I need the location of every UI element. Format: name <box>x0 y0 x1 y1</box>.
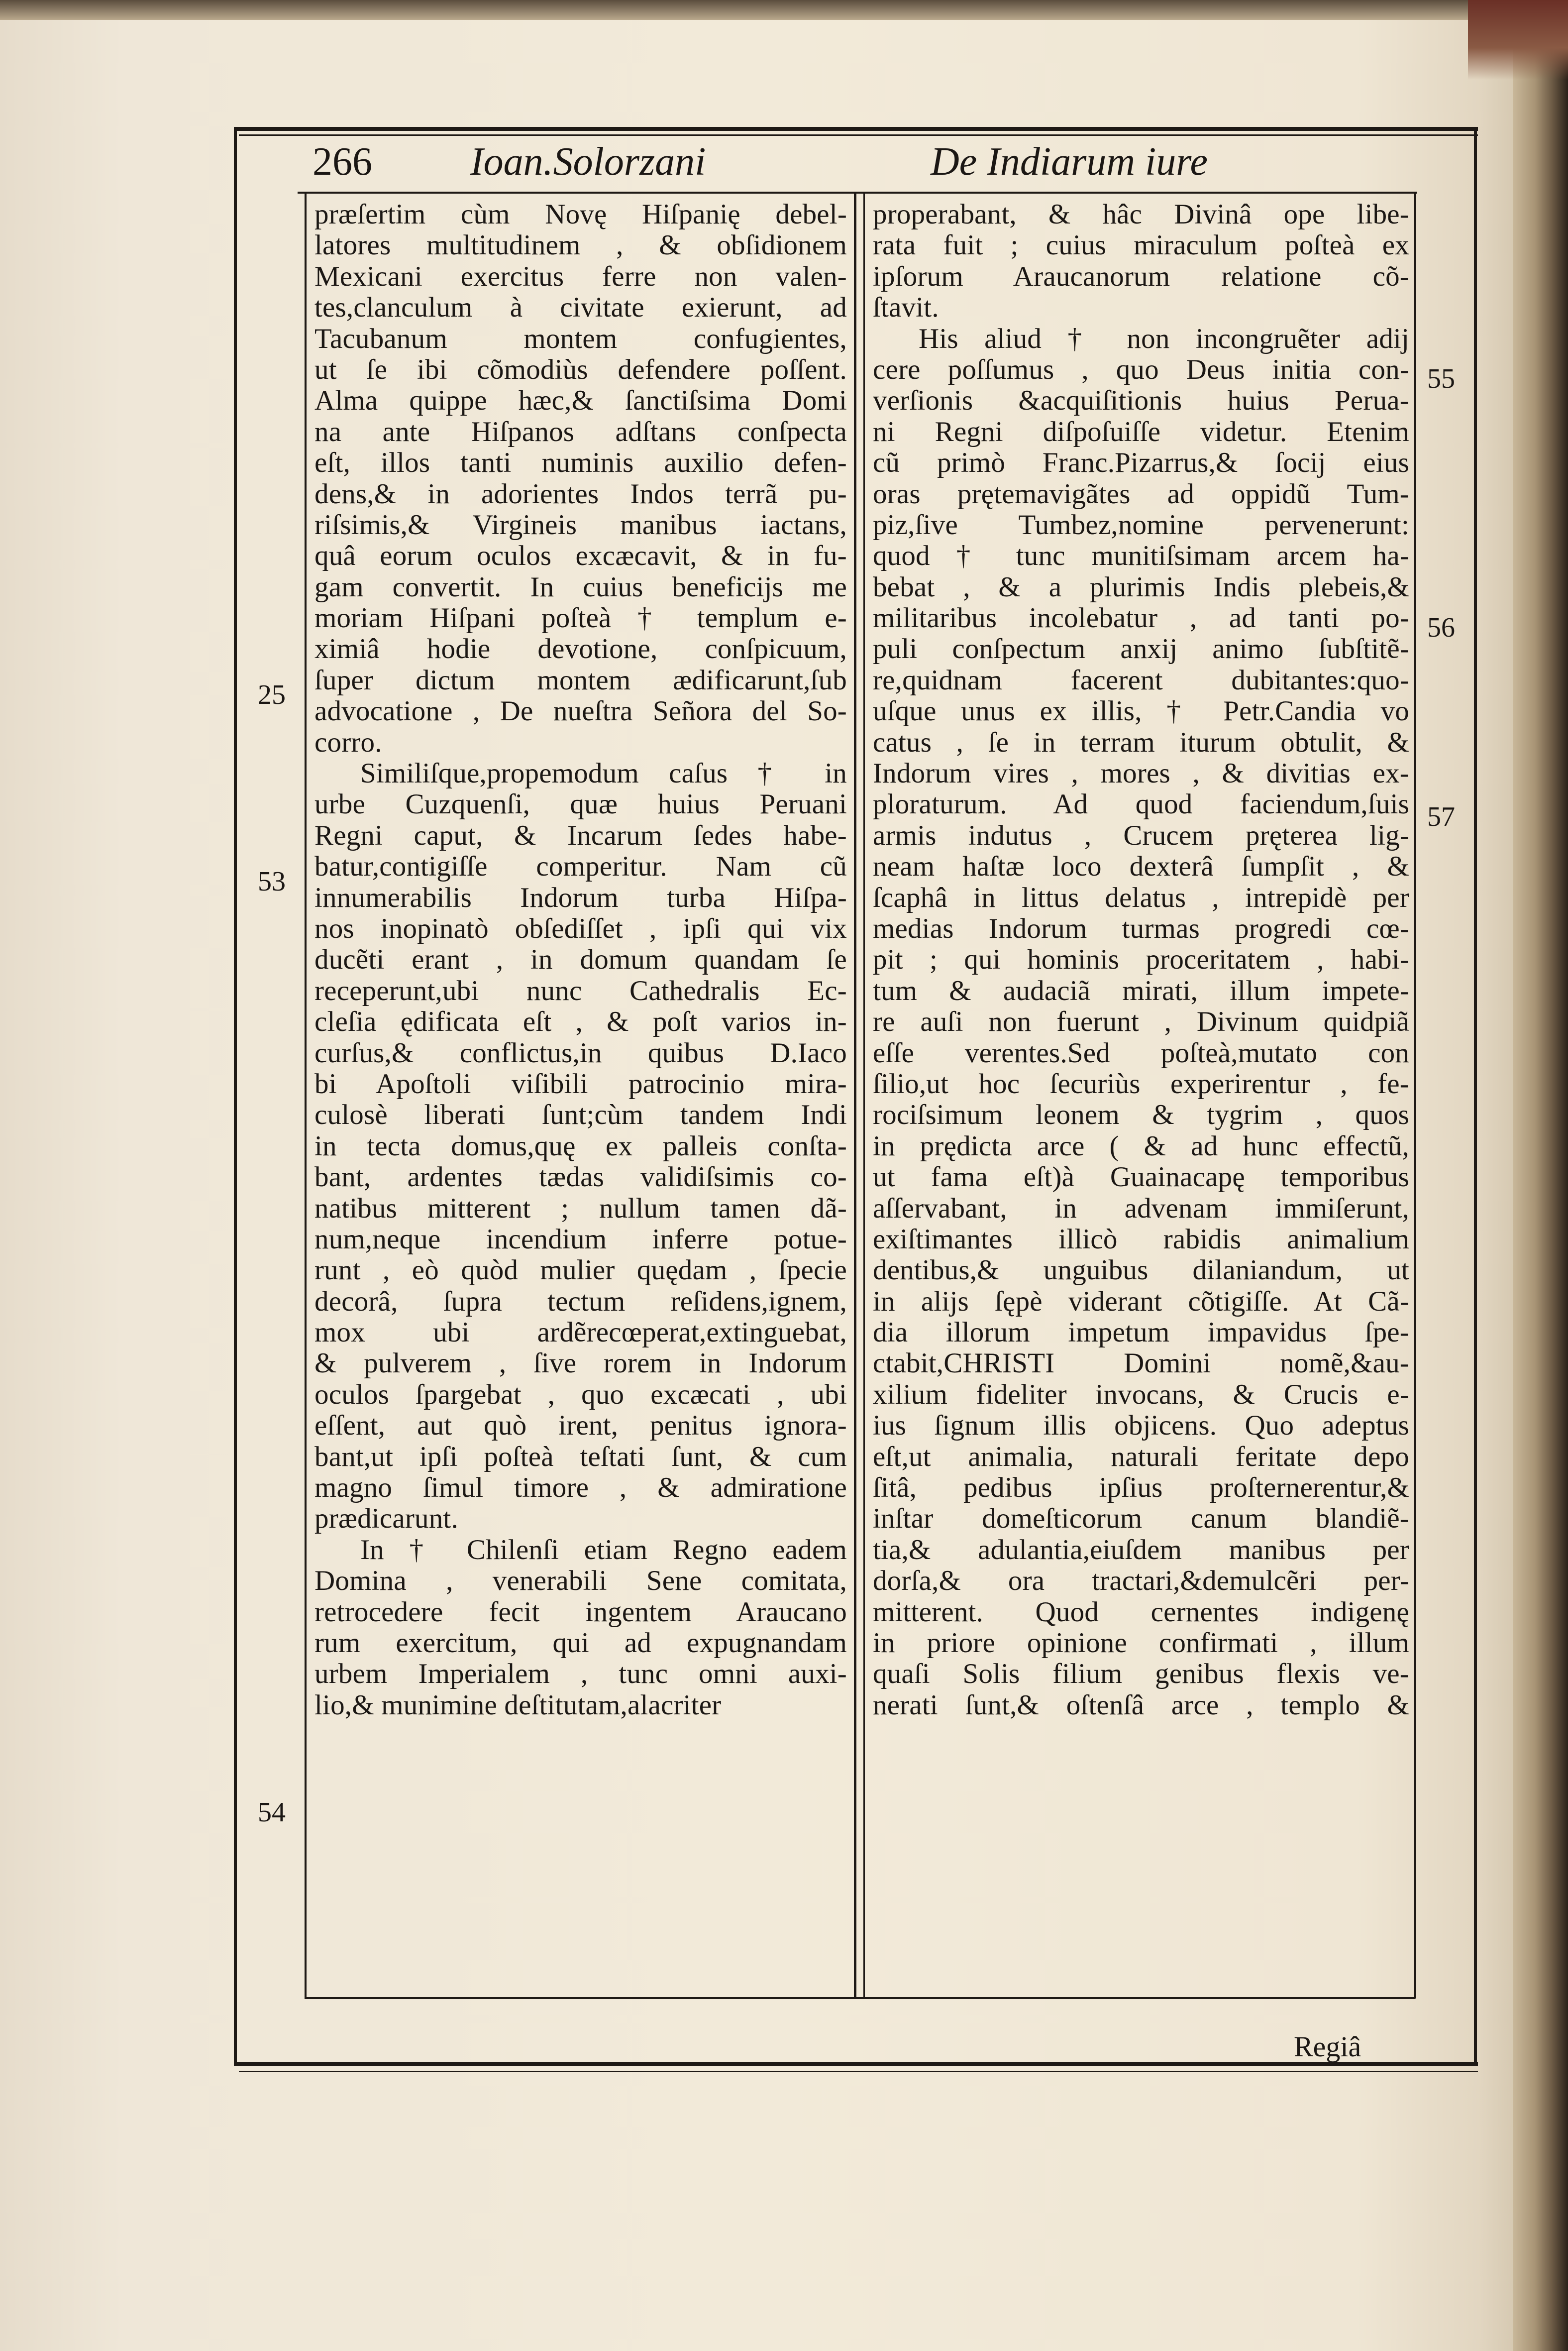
margin-number: 56 <box>1427 612 1455 643</box>
text-line: cũ primò Franc.Pizarrus,& ſocij eius <box>873 447 1409 479</box>
text-line: in alijs ſępè viderant cõtigiſſe. At Cã- <box>873 1285 1409 1317</box>
text-line: medias Indorum turmas progredi cœ- <box>873 912 1409 944</box>
text-line: Mexicani exercitus ferre non valen- <box>314 260 847 292</box>
text-line: nerati ſunt,& oſtenſâ arce , templo & <box>873 1689 1409 1721</box>
text-line: eſt,ut animalia, naturali feritate depo <box>873 1441 1409 1472</box>
text-line: exiſtimantes illicò rabidis animalium <box>873 1223 1409 1255</box>
text-line: latores multitudinem , & obſidionem <box>314 229 847 261</box>
page-edge <box>1513 0 1568 2351</box>
running-head-title: De Indiarum iure <box>931 140 1208 184</box>
text-line: quâ eorum oculos excæcavit, & in fu- <box>314 540 847 572</box>
left-column-rule <box>305 192 307 1999</box>
text-line: re,quidnam facerent dubitantes:quo- <box>873 664 1409 696</box>
text-line: corro. <box>314 726 382 758</box>
text-line: rata fuit ; cuius miraculum poſteà ex <box>873 229 1409 261</box>
catchword: Regiâ <box>1294 2030 1361 2063</box>
text-line: moriam Hiſpani poſteà † templum e- <box>314 602 847 634</box>
text-line: bant, ardentes tædas validiſsimis co- <box>314 1161 847 1193</box>
page-number: 266 <box>313 140 372 184</box>
text-line: receperunt,ubi nunc Cathedralis Ec- <box>314 975 847 1007</box>
text-line: urbem Imperialem , tunc omni auxi- <box>314 1658 847 1690</box>
text-line: gam convertit. In cuius beneficijs me <box>314 571 847 603</box>
text-line: In † Chilenſi etiam Regno eadem <box>360 1534 847 1566</box>
text-line: catus , ſe in terram iturum obtulit, & <box>873 726 1409 758</box>
text-line: natibus mitterent ; nullum tamen dã- <box>314 1192 847 1224</box>
text-line: tia,& adulantia,eiuſdem manibus per <box>873 1534 1409 1566</box>
text-line: ius ſignum illis objicens. Quo adeptus <box>873 1410 1409 1442</box>
text-line: in priore opinione confirmati , illum <box>873 1627 1409 1659</box>
text-line: eſſe verentes.Sed poſteà,mutato con <box>873 1037 1409 1069</box>
text-line: ſuper dictum montem ædificarunt,ſub <box>314 664 847 696</box>
frame-left-rule <box>234 127 237 2066</box>
left-text-column <box>314 199 847 1721</box>
binding-corner <box>1468 0 1568 80</box>
text-line: ni Regni diſpoſuiſſe videtur. Etenim <box>873 416 1409 448</box>
text-line: quaſi Solis filium genibus flexis ve- <box>873 1658 1409 1690</box>
text-line: re auſi non fuerunt , Divinum quidpiã <box>873 1006 1409 1038</box>
text-line: Domina , venerabili Sene comitata, <box>314 1565 847 1597</box>
text-line: Similiſque,propemodum caſus † in <box>360 758 847 789</box>
text-line: verſionis &acquiſitionis huius Perua- <box>873 385 1409 417</box>
text-line: magno ſimul timore , & admiratione <box>314 1472 847 1504</box>
frame-bottom-rule-thin <box>239 2071 1478 2072</box>
text-line: puli conſpectum anxij animo ſubſtitẽ- <box>873 633 1409 665</box>
text-line: mitterent. Quod cernentes indigenę <box>873 1596 1409 1628</box>
text-line: militaribus incolebatur , ad tanti po- <box>873 602 1409 634</box>
text-line: properabant, & hâc Divinâ ope libe- <box>873 199 1409 230</box>
text-line: inſtar domeſticorum canum blandiẽ- <box>873 1503 1409 1535</box>
text-line: retrocedere fecit ingentem Araucano <box>314 1596 847 1628</box>
text-line: bi Apoſtoli viſibili patrocinio mira- <box>314 1068 847 1100</box>
text-line: prædicarunt. <box>314 1503 458 1535</box>
text-line: præſertim cùm Novę Hiſpanię debel- <box>314 199 847 230</box>
text-line: ut ſe ibi cõmodiùs defendere poſſent. <box>314 353 847 385</box>
text-line: ducẽti erant , in domum quandam ſe <box>314 944 847 976</box>
frame-right-rule <box>1474 127 1477 2066</box>
text-line: ſitâ, pedibus ipſius proſternerentur,& <box>873 1472 1409 1504</box>
text-line: tum & audaciã mirati, illum impete- <box>873 975 1409 1007</box>
text-line: ſcaphâ in littus delatus , intrepidè per <box>873 882 1409 913</box>
footer-rule <box>305 1997 1415 1999</box>
text-line: dia illorum impetum impavidus ſpe- <box>873 1317 1409 1348</box>
text-line: curſus,& conflictus,in quibus D.Iaco <box>314 1037 847 1069</box>
text-line: ctabit,CHRISTI Domini nomẽ,&au- <box>873 1347 1409 1379</box>
text-line: riſsimis,& Virgineis manibus iactans, <box>314 509 847 541</box>
text-line: piz,ſive Tumbez,nomine pervenerunt: <box>873 509 1409 541</box>
text-line: Indorum vires , mores , & divitias ex- <box>873 758 1409 789</box>
frame-top-rule-thin <box>239 134 1478 136</box>
frame-bottom-rule <box>234 2062 1478 2066</box>
center-column-rule-thin <box>863 192 865 1999</box>
margin-number: 57 <box>1427 801 1455 832</box>
text-line: Regni caput, & Incarum ſedes habe- <box>314 819 847 851</box>
text-line: eſſent, aut quò irent, penitus ignora- <box>314 1410 847 1442</box>
text-line: in tecta domus,quę ex palleis conſta- <box>314 1130 847 1162</box>
text-line: quod † tunc munitiſsimam arcem ha- <box>873 540 1409 572</box>
text-line: innumerabilis Indorum turba Hiſpa- <box>314 882 847 913</box>
right-column-rule <box>1414 192 1416 1999</box>
text-line: decorâ, ſupra tectum reſidens,ignem, <box>314 1285 847 1317</box>
margin-number: 54 <box>258 1797 286 1828</box>
text-line: aſſervabant, in advenam immiſerunt, <box>873 1192 1409 1224</box>
text-line: armis indutus , Crucem pręterea lig- <box>873 819 1409 851</box>
text-line: xilium fideliter invocans, & Crucis e- <box>873 1378 1409 1410</box>
header-rule <box>298 192 1417 194</box>
text-line: rum exercitum, qui ad expugnandam <box>314 1627 847 1659</box>
text-line: nos inopinatò obſediſſet , ipſi qui vix <box>314 912 847 944</box>
text-line: advocatione , De nueſtra Señora del So- <box>314 695 847 727</box>
text-line: uſque unus ex illis, † Petr.Candia vo <box>873 695 1409 727</box>
text-line: oculos ſpargebat , quo excæcati , ubi <box>314 1378 847 1410</box>
frame-top-rule <box>234 127 1478 131</box>
text-line: His aliud † non incongruẽter adij <box>919 323 1409 354</box>
text-line: batur,contigiſſe comperitur. Nam cũ <box>314 851 847 883</box>
running-head-author: Ioan.Solorzani <box>470 140 706 184</box>
text-line: ploraturum. Ad quod faciendum,ſuis <box>873 788 1409 820</box>
text-line: Tacubanum montem confugientes, <box>314 323 847 354</box>
text-line: dens,& in adorientes Indos terrã pu- <box>314 478 847 510</box>
text-line: lio,& munimine deſtitutam,alacriter <box>314 1689 722 1721</box>
text-line: dentibus,& unguibus dilaniandum, ut <box>873 1254 1409 1286</box>
text-line: dorſa,& ora tractari,&demulcẽri per- <box>873 1565 1409 1597</box>
text-line: rociſsimum leonem & tygrim , quos <box>873 1099 1409 1131</box>
text-line: ximiâ hodie devotione, conſpicuum, <box>314 633 847 665</box>
text-line: ut fama eſt)à Guainacapę temporibus <box>873 1161 1409 1193</box>
text-line: bebat , & a plurimis Indis plebeis,& <box>873 571 1409 603</box>
text-line: pit ; qui hominis proceritatem , habi- <box>873 944 1409 976</box>
text-line: culosè liberati ſunt;cùm tandem Indi <box>314 1099 847 1131</box>
text-line: & pulverem , ſive rorem in Indorum <box>314 1347 847 1379</box>
text-line: Alma quippe hæc,& ſanctiſsima Domi <box>314 385 847 417</box>
text-line: cleſia ędificata eſt , & poſt varios in- <box>314 1006 847 1038</box>
margin-number: 25 <box>258 679 286 710</box>
top-shadow <box>0 0 1568 20</box>
margin-number: 55 <box>1427 363 1455 394</box>
center-column-rule <box>854 192 856 1999</box>
text-line: ſilio,ut hoc ſecuriùs experirentur , fe- <box>873 1068 1409 1100</box>
text-line: num,neque incendium inferre potue- <box>314 1223 847 1255</box>
margin-number: 53 <box>258 866 286 897</box>
text-line: in prędicta arce ( & ad hunc effectũ, <box>873 1130 1409 1162</box>
text-line: oras prętemavigãtes ad oppidũ Tum- <box>873 478 1409 510</box>
text-line: mox ubi ardẽrecœperat,extinguebat, <box>314 1317 847 1348</box>
text-line: bant,ut ipſi poſteà teſtati ſunt, & cum <box>314 1441 847 1472</box>
text-line: tes,clanculum à civitate exierunt, ad <box>314 292 847 324</box>
text-line: runt , eò quòd mulier quędam , ſpecie <box>314 1254 847 1286</box>
text-line: eſt, illos tanti numinis auxilio defen- <box>314 447 847 479</box>
text-line: neam haſtæ loco dexterâ ſumpſit , & <box>873 851 1409 883</box>
text-line: cere poſſumus , quo Deus initia con- <box>873 353 1409 385</box>
text-line: urbe Cuzquenſi, quæ huius Peruani <box>314 788 847 820</box>
text-line: ſtavit. <box>873 292 939 324</box>
right-text-column <box>873 199 1409 1721</box>
text-line: na ante Hiſpanos adſtans conſpecta <box>314 416 847 448</box>
text-line: ipſorum Araucanorum relatione cõ- <box>873 260 1409 292</box>
